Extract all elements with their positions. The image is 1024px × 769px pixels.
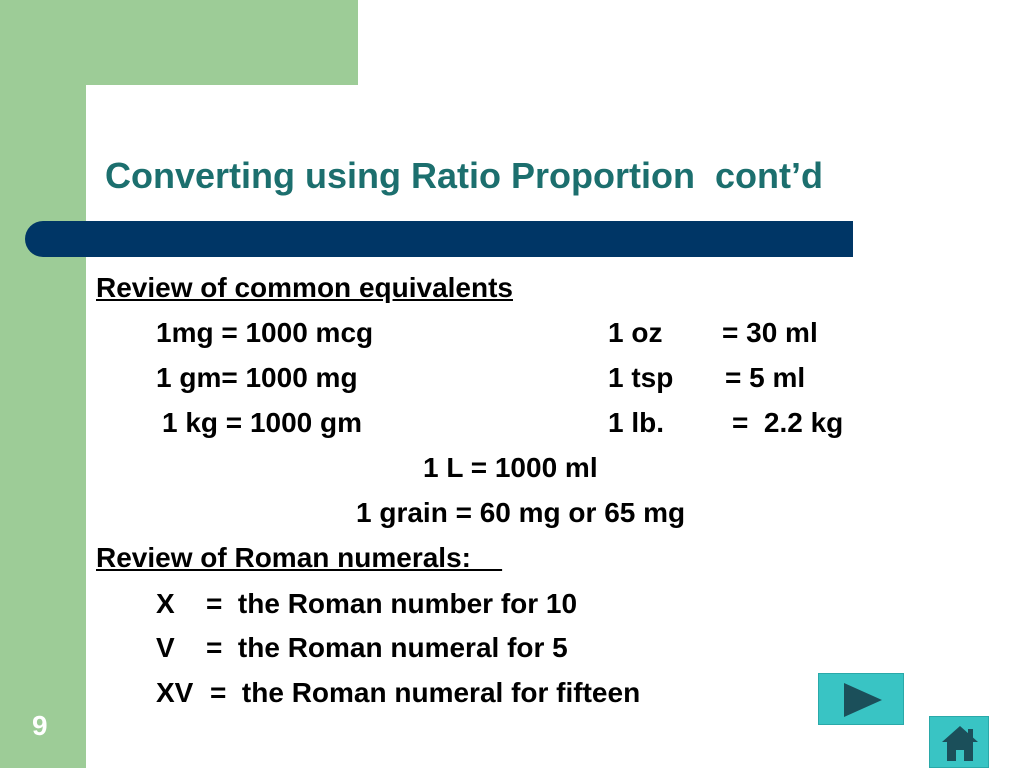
equivalents-heading: Review of common equivalents <box>96 272 513 303</box>
equivalent-value: = 30 ml <box>722 317 818 348</box>
equivalent-left: 1 gm= 1000 mg <box>156 362 358 393</box>
home-icon <box>930 717 990 769</box>
equivalent-left: 1mg = 1000 mcg <box>156 317 374 348</box>
next-slide-button[interactable] <box>818 673 904 725</box>
equivalent-left: 1 kg = 1000 gm <box>162 407 363 438</box>
roman-definition: = the Roman number for 10 <box>206 588 578 619</box>
roman-numeral: X <box>156 588 175 619</box>
equivalent-unit: 1 oz <box>608 317 663 348</box>
home-button[interactable] <box>929 716 989 768</box>
roman-numeral: V <box>156 632 175 663</box>
equivalent-unit: 1 lb. <box>608 407 665 438</box>
equivalent-value: = 2.2 kg <box>732 407 844 438</box>
equivalent-center-line: 1 grain = 60 mg or 65 mg <box>356 497 686 528</box>
roman-numeral: XV <box>156 677 194 708</box>
equivalent-value: = 5 ml <box>725 362 806 393</box>
equivalent-center-line: 1 L = 1000 ml <box>423 452 598 483</box>
roman-definition: = the Roman numeral for 5 <box>206 632 568 663</box>
page-number: 9 <box>32 710 48 741</box>
equivalent-unit: 1 tsp <box>608 362 674 393</box>
play-arrow-icon <box>819 674 905 726</box>
roman-heading: Review of Roman numerals: <box>96 542 503 573</box>
title-underline-bar <box>25 221 853 257</box>
slide-title: Converting using Ratio Proportion cont’d <box>105 155 823 196</box>
side-strip <box>0 0 86 768</box>
roman-definition: = the Roman numeral for fifteen <box>210 677 641 708</box>
